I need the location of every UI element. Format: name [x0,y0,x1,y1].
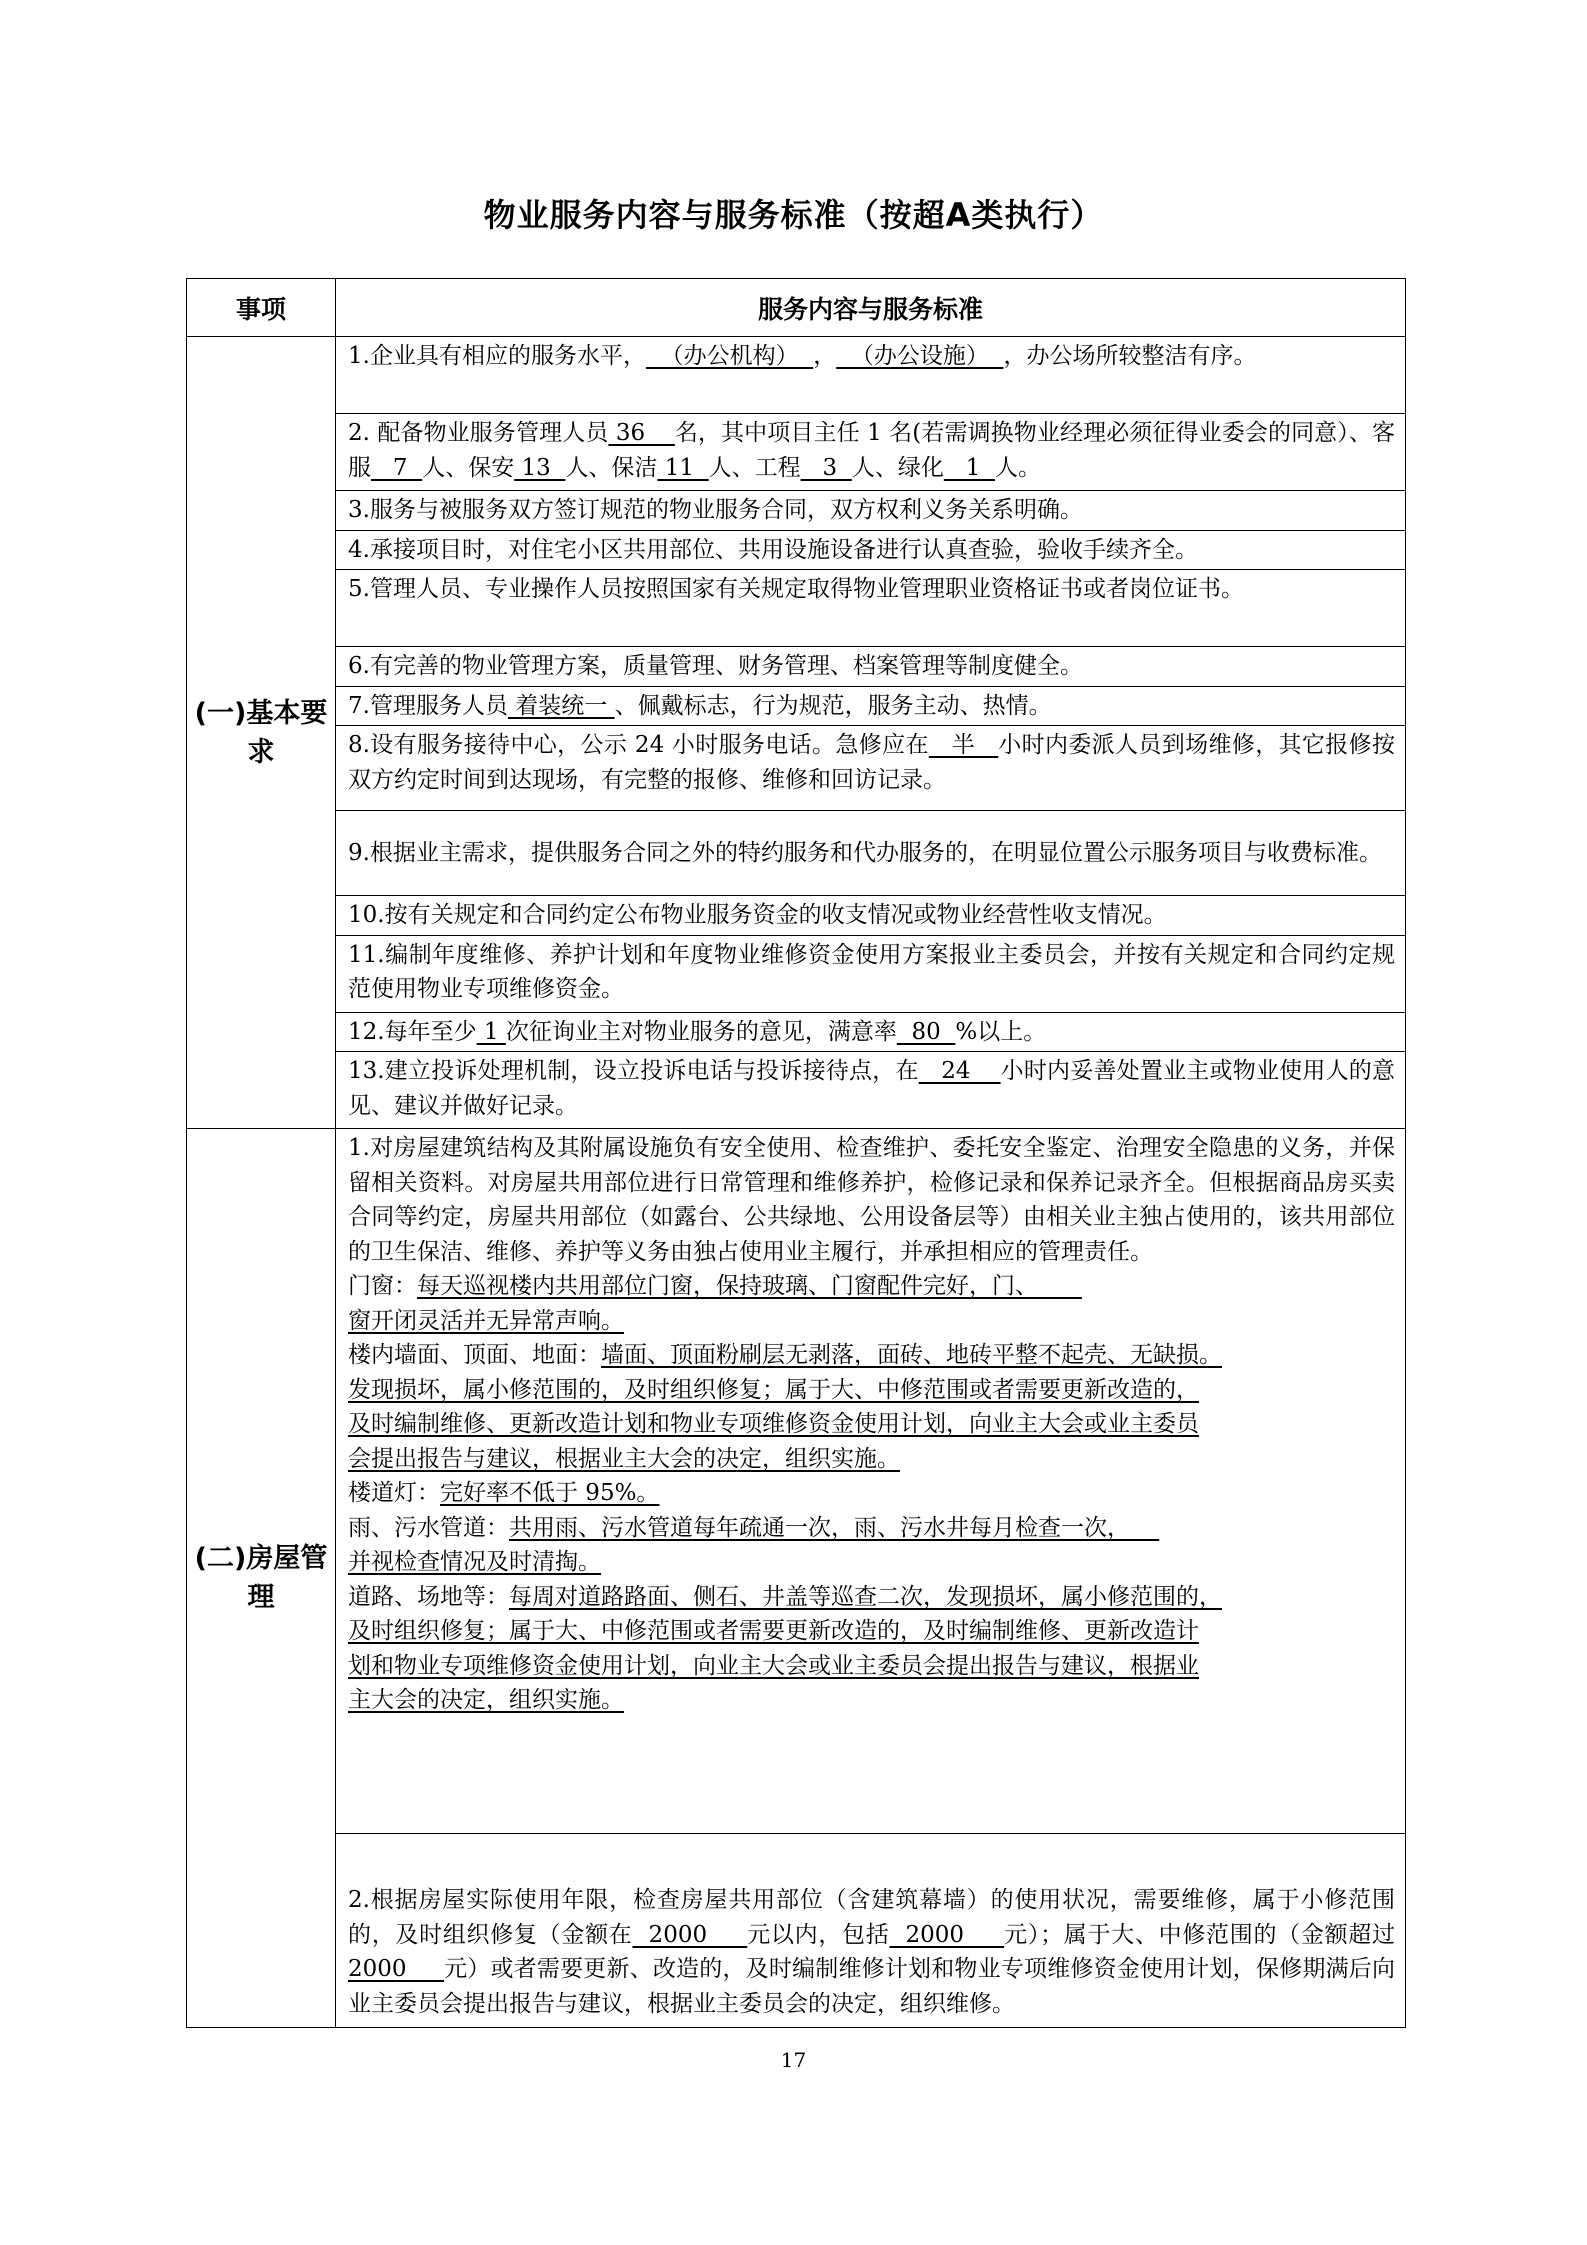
table-row [187,1129,1406,1834]
basic-item-7: 7.管理服务人员 着装统一 、佩戴标志，行为规范，服务主动、热情。 [336,686,1406,726]
basic-item-11: 11.编制年度维修、养护计划和年度物业维修资金使用方案报业主委员会，并按有关规定和合同约定规范使用物业专项维修资金。 [336,935,1406,1012]
table-row [187,570,1406,647]
road-line-2: 及时组织修复；属于大、中修范围或者需要更新改造的，及时编制维修、更新改造计 [348,1618,1199,1644]
wall-line-2: 发现损坏，属小修范围的，及时组织修复；属于大、中修范围或者需要更新改造的， [348,1376,1199,1403]
house-item-1 [336,1129,1406,1834]
basic-item-6: 6.有完善的物业管理方案，质量管理、财务管理、档案管理等制度健全。 [336,647,1406,687]
table-row [187,530,1406,570]
table-row [187,337,1406,414]
basic-item-12: 12.每年至少 1 次征询业主对物业服务的意见，满意率 80 %以上。 [336,1012,1406,1052]
basic-item-5: 5.管理人员、专业操作人员按照国家有关规定取得物业管理职业资格证书或者岗位证书。 [336,570,1406,647]
basic-item-10: 10.按有关规定和合同约定公布物业服务资金的收支情况或物业经营性收支情况。 [336,896,1406,936]
basic-item-8: 8.设有服务接待中心，公示 24 小时服务电话。急修应在 半 小时内委派人员到场维修，其它报修按双方约定时间到达现场，有完整的报修、维修和回访记录。 [336,726,1406,811]
house-item-2: 2.根据房屋实际使用年限，检查房屋共用部位（含建筑幕墙）的使用状况，需要维修，属于小修范围的，及时组织修复（金额在 2000 元以内，包括 2000 元）；属于大、中修范围的（金额超过2000 元）或者需要更新、改造的，及时编制维修计划和物业专项维修资金使用计划，保修期满后向业主委员会提出报告与建议，根据业主委员会的决定，组织维修。 [336,1834,1406,2028]
wall-line-1: 楼内墙面、顶面、地面：墙面、顶面粉刷层无剥落，面砖、地砖平整不起壳、无缺损。 [348,1342,1222,1368]
table-row [187,1012,1406,1052]
table-row [187,811,1406,896]
table-row [187,935,1406,1012]
basic-item-9: 9.根据业主需求，提供服务合同之外的特约服务和代办服务的，在明显位置公示服务项目与收费标准。 [336,811,1406,896]
table-row [187,414,1406,491]
road-line-3: 划和物业专项维修资金使用计划，向业主大会或业主委员会提出报告与建议，根据业 [348,1652,1199,1679]
basic-item-1: 1.企业具有相应的服务水平， （办公机构） ， （办公设施） ，办公场所较整洁有序。 [336,337,1406,414]
wall-line-4: 会提出报告与建议，根据业主大会的决定，组织实施。 [348,1445,900,1472]
page-title: 物业服务内容与服务标准（按超A类执行） [483,196,1104,234]
table-row [187,1834,1406,2028]
basic-item-2: 2. 配备物业服务管理人员 36 名，其中项目主任 1 名(若需调换物业经理必须征得业委会的同意）、客服 7 人、保安 13 人、保洁 11 人、工程 3 人、绿化 1 人。 [336,414,1406,491]
door-window-line-1: 门窗：每天巡视楼内共用部位门窗，保持玻璃、门窗配件完好，门、 [348,1273,1082,1299]
corridor-light-line: 楼道灯：完好率不低于 95%。 [348,1480,660,1506]
road-line-1: 道路、场地等：每周对道路路面、侧石、井盖等巡查二次，发现损坏，属小修范围的， [348,1583,1222,1610]
table-row [187,686,1406,726]
house-item-1-intro: 1.对房屋建筑结构及其附属设施负有安全使用、检查维护、委托安全鉴定、治理安全隐患的义务，并保留相关资料。对房屋共用部位进行日常管理和维修养护，检修记录和保养记录齐全。但根据商品房买卖合同等约定，房屋共用部位（如露台、公共绿地、公用设备层等）由相关业主独占使用的，该共用部位的卫生保洁、维修、养护等义务由独占使用业主履行，并承担相应的管理责任。 [348,1135,1395,1265]
category-house: (二)房屋管理 [187,1129,336,2028]
table-row [187,726,1406,811]
page-number: 17 [780,2048,807,2072]
basic-item-3: 3.服务与被服务双方签订规范的物业服务合同，双方权利义务关系明确。 [336,491,1406,531]
road-line-4: 主大会的决定，组织实施。 [348,1687,624,1713]
sewer-line-1: 雨、污水管道：共用雨、污水管道每年疏通一次，雨、污水井每月检查一次， [348,1514,1160,1541]
service-standard-table [186,278,1406,2028]
category-basic: (一)基本要求 [187,337,336,1129]
header-matter: 事项 [187,279,336,337]
door-window-line-2: 窗开闭灵活并无异常声响。 [348,1307,624,1334]
table-row [187,491,1406,531]
table-row [187,647,1406,687]
header-content: 服务内容与服务标准 [336,279,1406,337]
sewer-line-2: 并视检查情况及时清掏。 [348,1549,601,1575]
wall-line-3: 及时编制维修、更新改造计划和物业专项维修资金使用计划，向业主大会或业主委员 [348,1411,1199,1437]
table-row [187,1052,1406,1129]
table-row [187,896,1406,936]
basic-item-4: 4.承接项目时，对住宅小区共用部位、共用设施设备进行认真查验，验收手续齐全。 [336,530,1406,570]
basic-item-13: 13.建立投诉处理机制，设立投诉电话与投诉接待点，在 24 小时内妥善处置业主或物业使用人的意见、建议并做好记录。 [336,1052,1406,1129]
table-header-row [187,279,1406,337]
